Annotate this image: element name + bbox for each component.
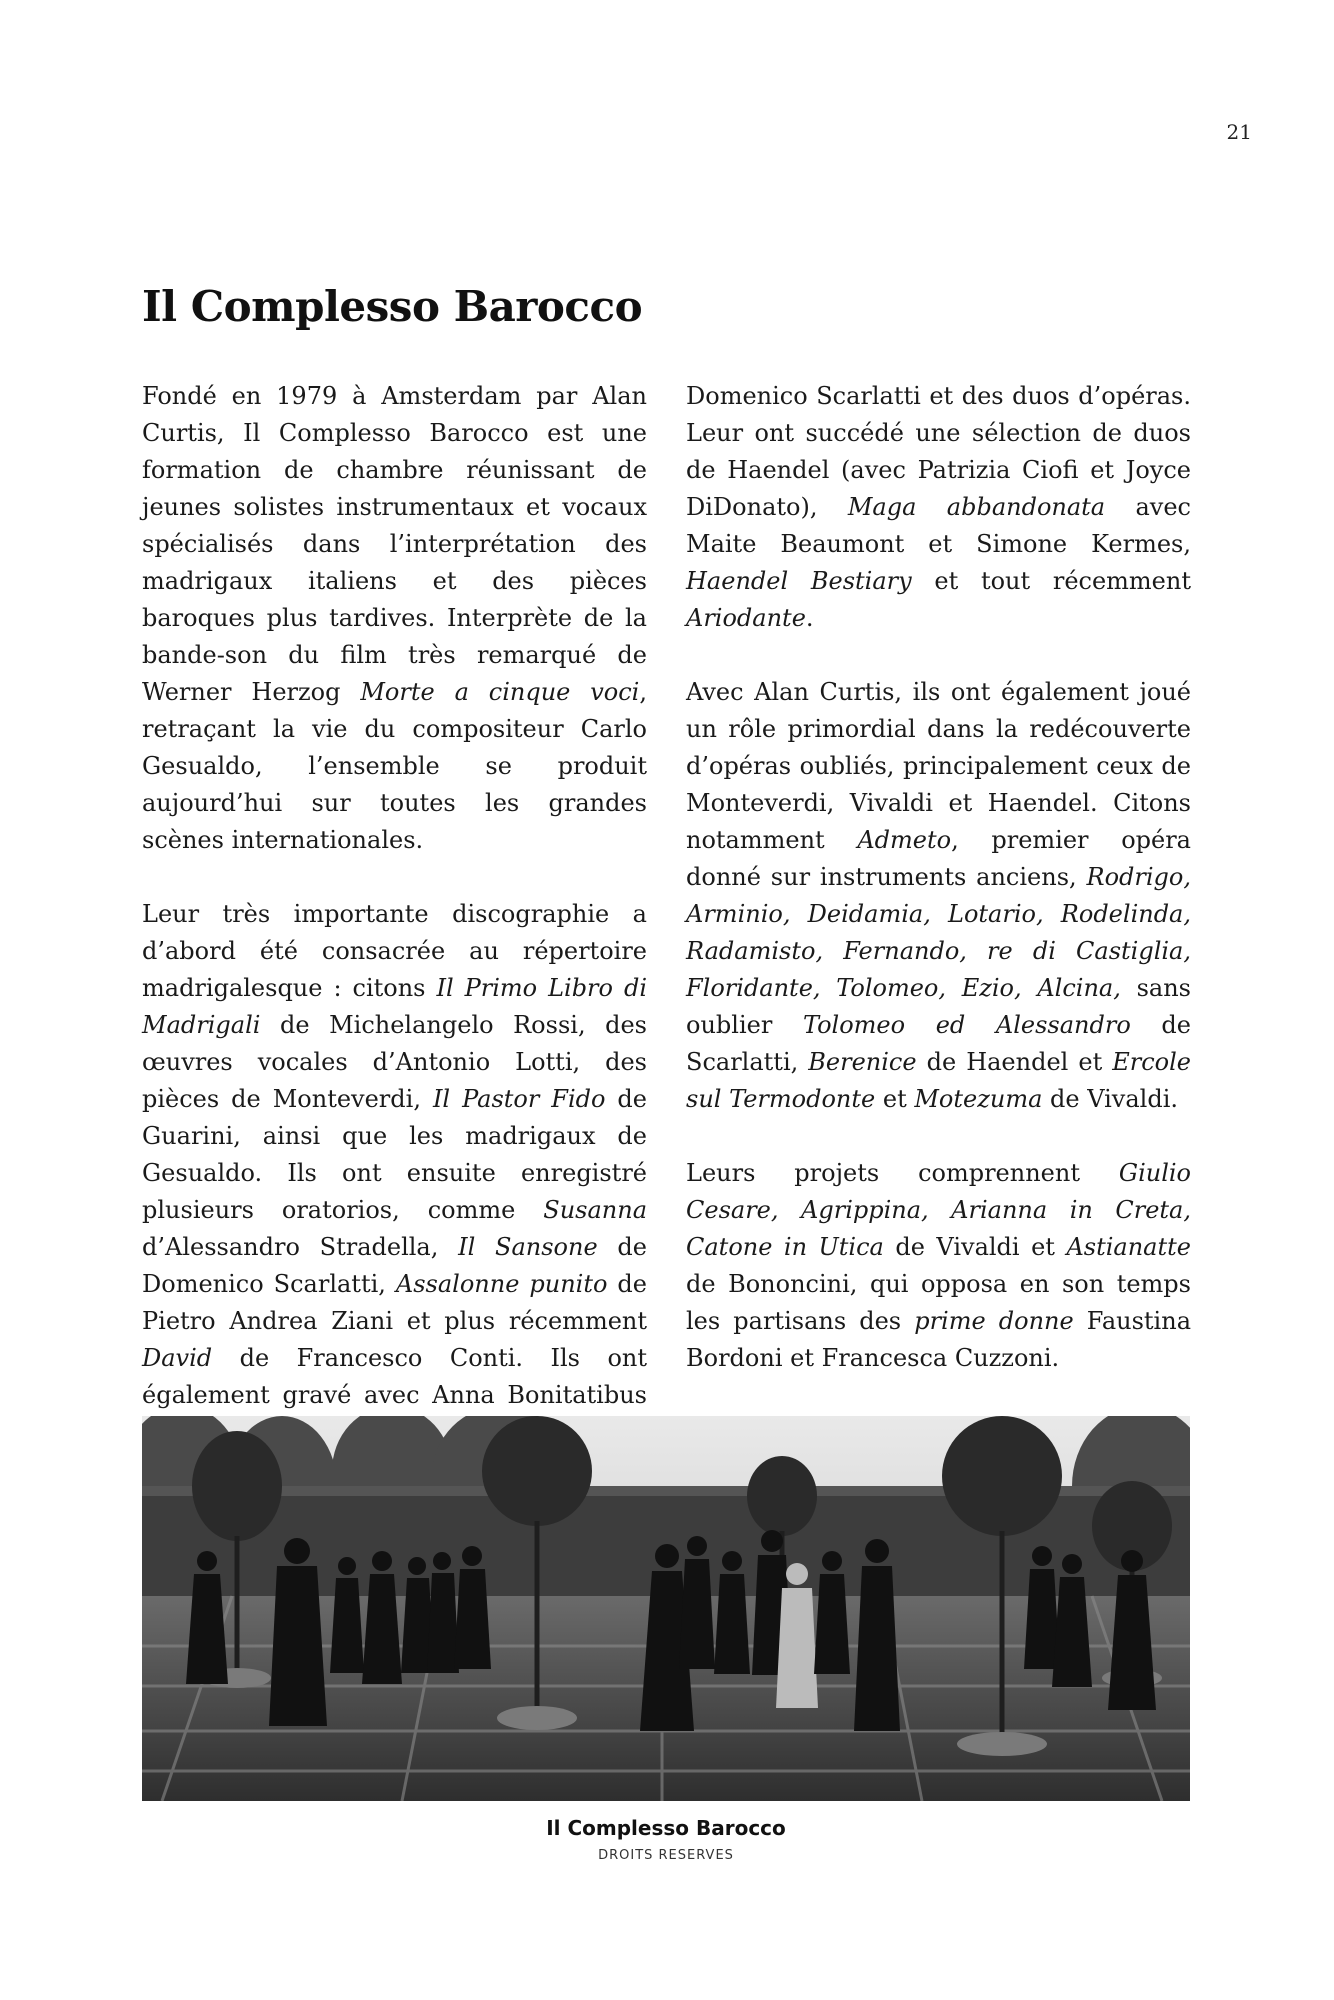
italic-title: prime donne — [914, 1307, 1074, 1335]
italic-title: Rodrigo, Arminio, Deidamia, Lotario, Rodelinda, Radamisto, Fernando, re di Castiglia, Floridante, Tolomeo, Ezio, Alcina, — [686, 863, 1191, 1002]
text-run: de Vivaldi et — [883, 1233, 1067, 1261]
italic-title: Morte a cinque voci — [360, 678, 640, 706]
text-run: avec Maite Beaumont et Simone Kermes, — [686, 493, 1191, 558]
italic-title: Admeto — [857, 826, 952, 854]
text-run: Fondé en 1979 à Amsterdam par Alan Curtis, Il Complesso Barocco est une formation de chambre réunissant de jeunes solistes instrumentaux et vocaux spécialisés dans l’interprétation des madrigaux italiens et des pièces baroques plus tardives. Interprète de la bande-son du film très remarqué de Werner Herzog — [142, 382, 647, 706]
text-run: . — [805, 604, 814, 632]
italic-title: Berenice — [808, 1048, 917, 1076]
italic-title: Giulio Cesare, Agrippina, Arianna in Creta, Catone in Utica — [686, 1159, 1191, 1261]
left-column — [142, 378, 647, 1488]
italic-title: Assalonne punito — [395, 1270, 608, 1298]
text-run: de Pietro Andrea Ziani et plus récemment — [142, 1270, 647, 1335]
text-run: d’Alessandro Stradella, — [142, 1233, 459, 1261]
italic-title: Il Sansone — [458, 1233, 598, 1261]
paragraph — [686, 674, 1191, 1118]
text-run: de Haendel et — [916, 1048, 1113, 1076]
italic-title: David — [142, 1344, 213, 1372]
text-run: Avec Alan Curtis, ils ont également joué un rôle primordial dans la redécouverte d’opéras oubliés, principalement ceux de Monteverdi, Vivaldi et Haendel. Citons notamment — [686, 678, 1191, 854]
italic-title: Ercole sul Termodonte — [686, 1048, 1192, 1113]
text-run: de Michelangelo Rossi, des œuvres vocales d’Antonio Lotti, des pièces de Monteverdi, — [142, 1011, 647, 1113]
text-run: , retraçant la vie du compositeur Carlo Gesualdo, l’ensemble se produit aujourd’hui sur toutes les grandes scènes internationales. — [142, 678, 647, 854]
italic-title: Il Primo Libro di Madrigali — [142, 974, 647, 1039]
text-run: Leur très importante discographie a d’abord été consacrée au répertoire madrigalesque : citons — [142, 900, 647, 1002]
italic-title: Maga abbandonata — [847, 493, 1106, 521]
italic-title: Susanna — [543, 1196, 647, 1224]
italic-title: Astianatte — [1066, 1233, 1191, 1261]
italic-title: Motezuma — [914, 1085, 1043, 1113]
text-run: , premier opéra donné sur instruments anciens, — [686, 826, 1191, 891]
ensemble-photo — [142, 1416, 1190, 1801]
italic-title: Il Pastor Fido — [432, 1085, 606, 1113]
text-run: de Francesco Conti. Ils ont également gravé avec Anna Bonitatibus — [142, 1344, 647, 1409]
paragraph — [142, 378, 647, 859]
text-run: sans oublier — [686, 974, 1191, 1039]
photo-caption: Il Complesso Barocco — [546, 1816, 786, 1840]
italic-title: Haendel Bestiary — [686, 567, 912, 595]
right-column — [686, 378, 1191, 1414]
text-run: et tout récemment — [911, 567, 1191, 595]
text-run: de Bononcini, qui opposa en son temps les partisans des — [686, 1270, 1191, 1335]
text-run: Leurs projets comprennent — [686, 1159, 1119, 1187]
italic-title: Tolomeo ed Alessandro — [802, 1011, 1131, 1039]
text-run: Domenico Scarlatti et des duos d’opéras. Leur ont succédé une sélection de duos de Haendel (avec Patrizia Ciofi et Joyce DiDonato), — [686, 382, 1191, 521]
text-run: de Domenico Scarlatti, — [142, 1233, 647, 1298]
italic-title: Ariodante — [686, 604, 806, 632]
photo-credit: DROITS RESERVES — [598, 1848, 734, 1863]
text-run: de Vivaldi. — [1042, 1085, 1179, 1113]
paragraph — [686, 1155, 1191, 1377]
text-run: de Guarini, ainsi que les madrigaux de Gesualdo. Ils ont ensuite enregistré plusieurs oratorios, comme — [142, 1085, 647, 1224]
text-run: Faustina Bordoni et Francesca Cuzzoni. — [686, 1307, 1192, 1372]
text-run: de Scarlatti, — [686, 1011, 1191, 1076]
page-number: 21 — [1226, 120, 1252, 144]
page-title: Il Complesso Barocco — [142, 282, 643, 331]
paragraph — [686, 378, 1191, 637]
paragraph — [142, 896, 647, 1451]
text-run: et — [875, 1085, 915, 1113]
